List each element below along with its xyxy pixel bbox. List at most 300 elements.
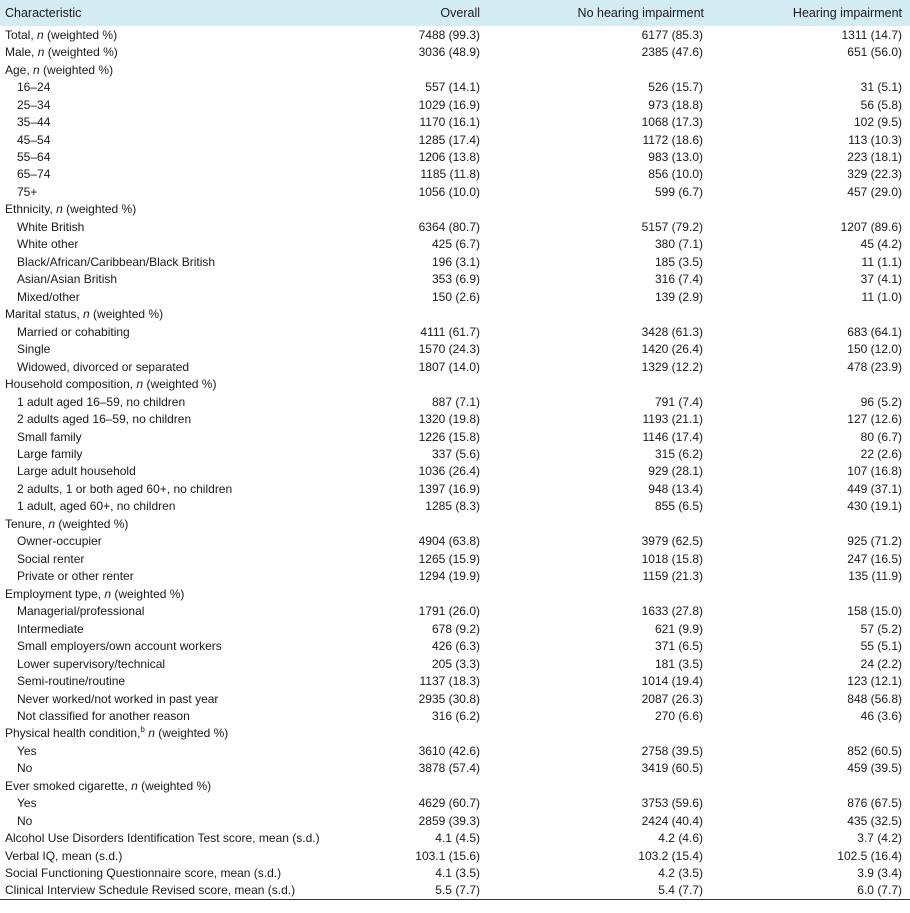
cell-hearing-impairment: 158 (15.0) <box>847 604 902 619</box>
row-label: 35–44 <box>17 115 51 130</box>
row-label: Verbal IQ, mean (s.d.) <box>5 848 123 863</box>
cell-hearing-impairment: 1311 (14.7) <box>841 27 902 42</box>
cell-hearing-impairment: 37 (4.1) <box>860 272 902 287</box>
cell-no-hearing-impairment: 103.2 (15.4) <box>638 848 703 863</box>
cell-overall: 337 (5.6) <box>431 446 480 461</box>
cell-hearing-impairment: 135 (11.9) <box>848 569 902 584</box>
table-row <box>0 690 910 707</box>
cell-overall: 1029 (16.9) <box>418 97 480 112</box>
cell-overall <box>390 725 483 742</box>
row-label: Large family <box>17 446 83 461</box>
row-characteristic <box>0 463 390 480</box>
cell-hearing-impairment: 80 (6.7) <box>860 429 902 444</box>
table-row <box>0 830 910 847</box>
cell-hearing-impairment <box>710 61 910 78</box>
table-row <box>0 620 910 637</box>
row-label: 1 adult, aged 60+, no children <box>17 499 176 514</box>
row-characteristic <box>0 760 390 777</box>
table-row <box>0 26 910 43</box>
row-characteristic <box>0 288 390 305</box>
row-characteristic <box>0 812 390 829</box>
row-characteristic <box>0 148 390 165</box>
row-label: 75+ <box>17 184 38 199</box>
row-label: 55–64 <box>17 150 51 165</box>
cell-hearing-impairment: 56 (5.8) <box>860 97 902 112</box>
cell-no-hearing-impairment: 5.4 (7.7) <box>483 882 710 899</box>
row-characteristic <box>0 78 390 95</box>
table-row <box>0 865 910 882</box>
row-label: Yes <box>17 796 37 811</box>
row-label: Asian/Asian British <box>17 272 118 287</box>
row-characteristic <box>0 166 390 183</box>
row-label: Ever smoked cigarette, <box>5 778 132 793</box>
row-characteristic <box>0 410 390 427</box>
row-characteristic <box>0 131 390 148</box>
row-label: Clinical Interview Schedule Revised score, mean (s.d.) <box>5 883 296 898</box>
table-row <box>0 795 910 812</box>
cell-overall: 1170 (16.1) <box>419 115 480 130</box>
row-characteristic <box>0 428 390 445</box>
row-label: 2 adults aged 16–59, no children <box>17 412 192 427</box>
cell-no-hearing-impairment <box>483 585 710 602</box>
row-label-suffix: (weighted %) <box>62 202 137 217</box>
cell-hearing-impairment: 3.7 (4.2) <box>857 831 902 846</box>
cell-overall: 3878 (57.4) <box>418 761 480 776</box>
cell-overall: 3036 (48.9) <box>418 45 480 60</box>
cell-no-hearing-impairment: 6177 (85.3) <box>641 27 703 42</box>
cell-no-hearing-impairment: 1420 (26.4) <box>641 342 703 357</box>
cell-hearing-impairment: 449 (37.1) <box>847 481 902 496</box>
n-symbol: n <box>104 586 112 601</box>
row-label: Social Functioning Questionnaire score, mean (s.d.) <box>5 866 282 881</box>
row-characteristic <box>0 742 390 759</box>
table-row <box>0 253 910 270</box>
cell-hearing-impairment: 223 (18.1) <box>847 150 902 165</box>
cell-hearing-impairment: 457 (29.0) <box>847 184 902 199</box>
row-label: Single <box>17 342 51 357</box>
row-characteristic <box>0 602 390 619</box>
cell-hearing-impairment: 31 (5.1) <box>860 80 902 95</box>
cell-overall: 4.1 (4.5) <box>435 831 480 846</box>
cell-no-hearing-impairment: 316 (7.4) <box>654 272 703 287</box>
cell-hearing-impairment: 11 (1.1) <box>861 254 902 269</box>
cell-overall: 1397 (16.9) <box>418 481 480 496</box>
row-label-suffix: (weighted %) <box>143 377 217 392</box>
cell-overall: 426 (6.3) <box>431 639 480 654</box>
cell-hearing-impairment: 6.0 (7.7) <box>710 882 910 899</box>
table-row <box>0 271 910 288</box>
table-row <box>0 61 910 78</box>
table-header-row <box>0 0 910 26</box>
footnote-marker: b <box>140 725 145 735</box>
cell-no-hearing-impairment <box>483 306 710 323</box>
cell-overall: 7488 (99.3) <box>418 27 480 42</box>
cell-overall: 205 (3.3) <box>431 656 480 671</box>
row-label: Never worked/not worked in past year <box>17 691 219 706</box>
table-row <box>0 358 910 375</box>
cell-hearing-impairment: 683 (64.1) <box>847 324 902 339</box>
row-label: 65–74 <box>17 167 51 182</box>
row-label: Owner-occupier <box>17 534 102 549</box>
n-symbol: n <box>56 202 63 217</box>
row-label: Large adult household <box>17 464 136 479</box>
cell-overall <box>390 375 483 392</box>
row-characteristic <box>0 865 390 882</box>
cell-overall: 1137 (18.3) <box>419 674 480 689</box>
table-row <box>0 515 910 532</box>
row-label: Yes <box>17 743 37 758</box>
row-label-suffix: (weighted %) <box>44 45 118 60</box>
table-row <box>0 393 910 410</box>
row-characteristic <box>0 690 390 707</box>
row-label-suffix: (weighted %) <box>154 726 229 741</box>
cell-hearing-impairment: 459 (39.5) <box>847 761 902 776</box>
cell-overall: 4.1 (3.5) <box>435 866 480 881</box>
cell-overall <box>390 777 483 794</box>
cell-overall: 2935 (30.8) <box>418 691 480 706</box>
cell-hearing-impairment: 113 (10.3) <box>848 132 902 147</box>
row-characteristic <box>0 323 390 340</box>
cell-overall: 1285 (17.4) <box>418 132 480 147</box>
cell-overall: 4629 (60.7) <box>418 796 480 811</box>
table-row <box>0 323 910 340</box>
cell-no-hearing-impairment: 948 (13.4) <box>648 481 703 496</box>
cell-hearing-impairment: 247 (16.5) <box>847 551 902 566</box>
cell-no-hearing-impairment: 1159 (21.3) <box>642 569 703 584</box>
cell-hearing-impairment: 24 (2.2) <box>860 656 902 671</box>
table-row <box>0 585 910 602</box>
table-row <box>0 375 910 392</box>
table-row <box>0 183 910 200</box>
row-label-suffix: (weighted %) <box>55 516 129 531</box>
cell-hearing-impairment: 123 (12.1) <box>847 674 902 689</box>
row-label: Ethnicity, <box>5 202 57 217</box>
n-symbol: n <box>148 726 155 741</box>
cell-overall: 6364 (80.7) <box>418 219 480 234</box>
row-characteristic <box>0 568 390 585</box>
cell-no-hearing-impairment <box>483 61 710 78</box>
cell-no-hearing-impairment: 3419 (60.5) <box>641 761 703 776</box>
table-row <box>0 725 910 742</box>
cell-no-hearing-impairment: 3753 (59.6) <box>641 796 703 811</box>
cell-no-hearing-impairment: 139 (2.9) <box>654 289 703 304</box>
cell-no-hearing-impairment: 973 (18.8) <box>648 97 703 112</box>
row-characteristic <box>0 847 390 864</box>
row-label-suffix: (weighted %) <box>111 586 185 601</box>
table-row <box>0 550 910 567</box>
cell-hearing-impairment <box>710 306 910 323</box>
cell-overall: 1320 (19.8) <box>418 412 480 427</box>
cell-no-hearing-impairment: 315 (6.2) <box>654 446 703 461</box>
row-label: Physical health condition, <box>5 726 141 741</box>
cell-overall: 678 (9.2) <box>431 621 480 636</box>
row-label: 2 adults, 1 or both aged 60+, no children <box>17 481 233 496</box>
cell-hearing-impairment: 876 (67.5) <box>847 796 902 811</box>
table-row <box>0 742 910 759</box>
row-characteristic <box>0 183 390 200</box>
cell-overall: 1285 (8.3) <box>425 499 480 514</box>
cell-no-hearing-impairment: 4.2 (3.5) <box>658 866 703 881</box>
row-characteristic <box>0 253 390 270</box>
table-row <box>0 445 910 462</box>
row-characteristic <box>0 340 390 357</box>
table-row <box>0 568 910 585</box>
cell-overall: 887 (7.1) <box>431 394 480 409</box>
row-characteristic <box>0 620 390 637</box>
row-label: Employment type, <box>5 586 105 601</box>
row-label: Lower supervisory/technical <box>17 656 166 671</box>
row-characteristic <box>0 795 390 812</box>
cell-overall: 196 (3.1) <box>431 254 480 269</box>
cell-no-hearing-impairment: 5157 (79.2) <box>641 219 703 234</box>
row-label: 1 adult aged 16–59, no children <box>17 394 186 409</box>
cell-no-hearing-impairment: 371 (6.5) <box>654 639 703 654</box>
cell-no-hearing-impairment: 1018 (15.8) <box>641 551 703 566</box>
cell-no-hearing-impairment: 1068 (17.3) <box>641 115 703 130</box>
cell-hearing-impairment: 1207 (89.6) <box>840 219 902 234</box>
table-row <box>0 707 910 724</box>
row-label: Mixed/other <box>17 289 80 304</box>
table-row <box>0 78 910 95</box>
table-row <box>0 480 910 497</box>
table-row <box>0 533 910 550</box>
cell-hearing-impairment <box>710 777 910 794</box>
row-characteristic <box>0 480 390 497</box>
row-characteristic <box>0 830 390 847</box>
cell-overall: 103.1 (15.6) <box>415 848 480 863</box>
cell-no-hearing-impairment: 526 (15.7) <box>648 80 703 95</box>
table-row <box>0 148 910 165</box>
row-label-suffix: (weighted %) <box>137 778 212 793</box>
table-row <box>0 113 910 130</box>
row-characteristic <box>0 637 390 654</box>
cell-overall: 1807 (14.0) <box>418 359 480 374</box>
cell-no-hearing-impairment: 3979 (62.5) <box>641 534 703 549</box>
cell-overall: 1185 (11.8) <box>420 167 480 182</box>
row-characteristic <box>0 96 390 113</box>
table-row <box>0 882 910 899</box>
row-label: Tenure, <box>5 516 49 531</box>
row-label: Small employers/own account workers <box>17 639 222 654</box>
table-row <box>0 410 910 427</box>
row-label: Black/African/Caribbean/Black British <box>17 254 216 269</box>
header-hearing-impairment: Hearing impairment <box>792 6 902 20</box>
cell-no-hearing-impairment: 2758 (39.5) <box>641 743 703 758</box>
row-characteristic <box>0 236 390 253</box>
table-row <box>0 847 910 864</box>
table-row <box>0 166 910 183</box>
table-row <box>0 131 910 148</box>
cell-no-hearing-impairment: 2385 (47.6) <box>641 45 703 60</box>
cell-overall: 1206 (13.8) <box>418 150 480 165</box>
row-label: Married or cohabiting <box>17 324 130 339</box>
row-label: Marital status, <box>5 307 84 322</box>
row-characteristic <box>0 393 390 410</box>
row-characteristic <box>0 306 390 323</box>
row-label: Intermediate <box>17 621 84 636</box>
row-label-suffix: (weighted %) <box>39 62 114 77</box>
n-symbol: n <box>48 516 56 531</box>
cell-overall: 1791 (26.0) <box>418 604 480 619</box>
row-label: Alcohol Use Disorders Identification Test score, mean (s.d.) <box>5 831 320 846</box>
cell-no-hearing-impairment: 1146 (17.4) <box>642 429 703 444</box>
cell-hearing-impairment: 127 (12.6) <box>847 412 902 427</box>
cell-hearing-impairment: 478 (23.9) <box>847 359 902 374</box>
table-row <box>0 602 910 619</box>
cell-no-hearing-impairment: 856 (10.0) <box>648 167 703 182</box>
table-row <box>0 288 910 305</box>
cell-no-hearing-impairment: 380 (7.1) <box>654 237 703 252</box>
n-symbol: n <box>37 45 45 60</box>
row-characteristic <box>0 201 390 218</box>
cell-hearing-impairment <box>710 725 910 742</box>
cell-hearing-impairment <box>710 515 910 532</box>
cell-overall: 1265 (15.9) <box>418 551 480 566</box>
cell-overall: 1294 (19.9) <box>418 569 480 584</box>
table-row <box>0 236 910 253</box>
row-characteristic <box>0 515 390 532</box>
row-characteristic <box>0 533 390 550</box>
row-label: Widowed, divorced or separated <box>17 359 190 374</box>
table-row <box>0 672 910 689</box>
cell-hearing-impairment: 150 (12.0) <box>847 342 902 357</box>
cell-no-hearing-impairment <box>483 375 710 392</box>
cell-overall: 4904 (63.8) <box>418 534 480 549</box>
table-row <box>0 306 910 323</box>
row-label-suffix: (weighted %) <box>89 307 164 322</box>
row-characteristic <box>0 113 390 130</box>
cell-hearing-impairment: 57 (5.2) <box>860 621 902 636</box>
table-row <box>0 655 910 672</box>
cell-hearing-impairment: 22 (2.6) <box>860 446 902 461</box>
cell-hearing-impairment: 46 (3.6) <box>860 709 902 724</box>
cell-no-hearing-impairment: 270 (6.6) <box>654 709 703 724</box>
cell-hearing-impairment: 430 (19.1) <box>847 499 902 514</box>
n-symbol: n <box>83 307 90 322</box>
row-characteristic <box>0 550 390 567</box>
row-characteristic <box>0 498 390 515</box>
cell-overall: 2859 (39.3) <box>418 813 480 828</box>
cell-no-hearing-impairment <box>483 515 710 532</box>
cell-overall: 4111 (61.7) <box>420 324 480 339</box>
cell-no-hearing-impairment: 983 (13.0) <box>648 150 703 165</box>
cell-no-hearing-impairment: 791 (7.4) <box>654 394 703 409</box>
cell-no-hearing-impairment: 4.2 (4.6) <box>658 831 703 846</box>
cell-hearing-impairment: 96 (5.2) <box>860 394 902 409</box>
cell-hearing-impairment: 11 (1.0) <box>861 289 902 304</box>
row-label: Managerial/professional <box>17 604 145 619</box>
row-label: Total, <box>5 27 38 42</box>
table-row <box>0 812 910 829</box>
row-label: White British <box>17 219 85 234</box>
n-symbol: n <box>37 27 44 42</box>
cell-overall: 425 (6.7) <box>431 237 480 252</box>
table-row <box>0 760 910 777</box>
row-label: 16–24 <box>17 80 51 95</box>
row-characteristic <box>0 26 390 43</box>
cell-no-hearing-impairment: 1193 (21.1) <box>642 412 703 427</box>
row-characteristic <box>0 585 390 602</box>
row-label: Social renter <box>17 551 85 566</box>
table-row <box>0 43 910 60</box>
cell-hearing-impairment: 651 (56.0) <box>847 45 902 60</box>
n-symbol: n <box>131 778 138 793</box>
row-label: 45–54 <box>17 132 51 147</box>
row-characteristic <box>0 271 390 288</box>
table-row <box>0 96 910 113</box>
table-row <box>0 637 910 654</box>
cell-no-hearing-impairment: 185 (3.5) <box>654 254 703 269</box>
cell-no-hearing-impairment: 1633 (27.8) <box>641 604 703 619</box>
n-symbol: n <box>33 62 40 77</box>
table-row <box>0 218 910 235</box>
cell-hearing-impairment: 102.5 (16.4) <box>837 848 902 863</box>
row-label: Household composition, <box>5 377 137 392</box>
cell-overall: 557 (14.1) <box>425 80 480 95</box>
cell-overall <box>390 201 483 218</box>
cell-overall <box>390 306 483 323</box>
cell-hearing-impairment: 3.9 (3.4) <box>857 866 902 881</box>
table-row <box>0 777 910 794</box>
row-label: No <box>17 761 33 776</box>
cell-no-hearing-impairment: 181 (3.5) <box>654 656 703 671</box>
row-characteristic <box>0 358 390 375</box>
cell-hearing-impairment: 107 (16.8) <box>847 464 902 479</box>
cell-hearing-impairment: 852 (60.5) <box>847 743 902 758</box>
row-characteristic <box>0 777 390 794</box>
cell-no-hearing-impairment <box>483 201 710 218</box>
table-row <box>0 428 910 445</box>
row-label: Private or other renter <box>17 569 134 584</box>
cell-overall: 353 (6.9) <box>431 272 480 287</box>
cell-hearing-impairment <box>710 201 910 218</box>
row-characteristic <box>0 218 390 235</box>
n-symbol: n <box>136 377 144 392</box>
cell-overall <box>390 61 483 78</box>
header-characteristic: Characteristic <box>5 6 82 20</box>
cell-hearing-impairment <box>710 585 910 602</box>
cell-no-hearing-impairment: 1014 (19.4) <box>641 674 703 689</box>
row-label: Not classified for another reason <box>17 709 190 724</box>
row-characteristic <box>0 725 390 742</box>
row-label: No <box>17 813 33 828</box>
table-row <box>0 201 910 218</box>
row-label: Small family <box>17 429 82 444</box>
row-characteristic <box>0 707 390 724</box>
cell-no-hearing-impairment: 1329 (12.2) <box>641 359 703 374</box>
cell-no-hearing-impairment: 1172 (18.6) <box>642 132 703 147</box>
cell-hearing-impairment: 848 (56.8) <box>847 691 902 706</box>
cell-hearing-impairment: 55 (5.1) <box>860 639 902 654</box>
cell-hearing-impairment: 925 (71.2) <box>847 534 902 549</box>
cell-hearing-impairment: 45 (4.2) <box>860 237 902 252</box>
header-no-hearing-impairment: No hearing impairment <box>577 6 704 20</box>
cell-overall: 1056 (10.0) <box>418 184 480 199</box>
cell-hearing-impairment: 435 (32.5) <box>847 813 902 828</box>
cell-no-hearing-impairment: 599 (6.7) <box>654 184 703 199</box>
table-row <box>0 463 910 480</box>
cell-overall: 3610 (42.6) <box>418 743 480 758</box>
row-characteristic <box>0 672 390 689</box>
row-label-suffix: (weighted %) <box>43 27 118 42</box>
cell-overall: 316 (6.2) <box>431 709 480 724</box>
cell-no-hearing-impairment: 2424 (40.4) <box>641 813 703 828</box>
header-overall: Overall <box>440 6 480 20</box>
row-characteristic <box>0 375 390 392</box>
row-label: Semi-routine/routine <box>17 674 126 689</box>
cell-no-hearing-impairment: 2087 (26.3) <box>641 691 703 706</box>
cell-overall: 1226 (15.8) <box>418 429 480 444</box>
